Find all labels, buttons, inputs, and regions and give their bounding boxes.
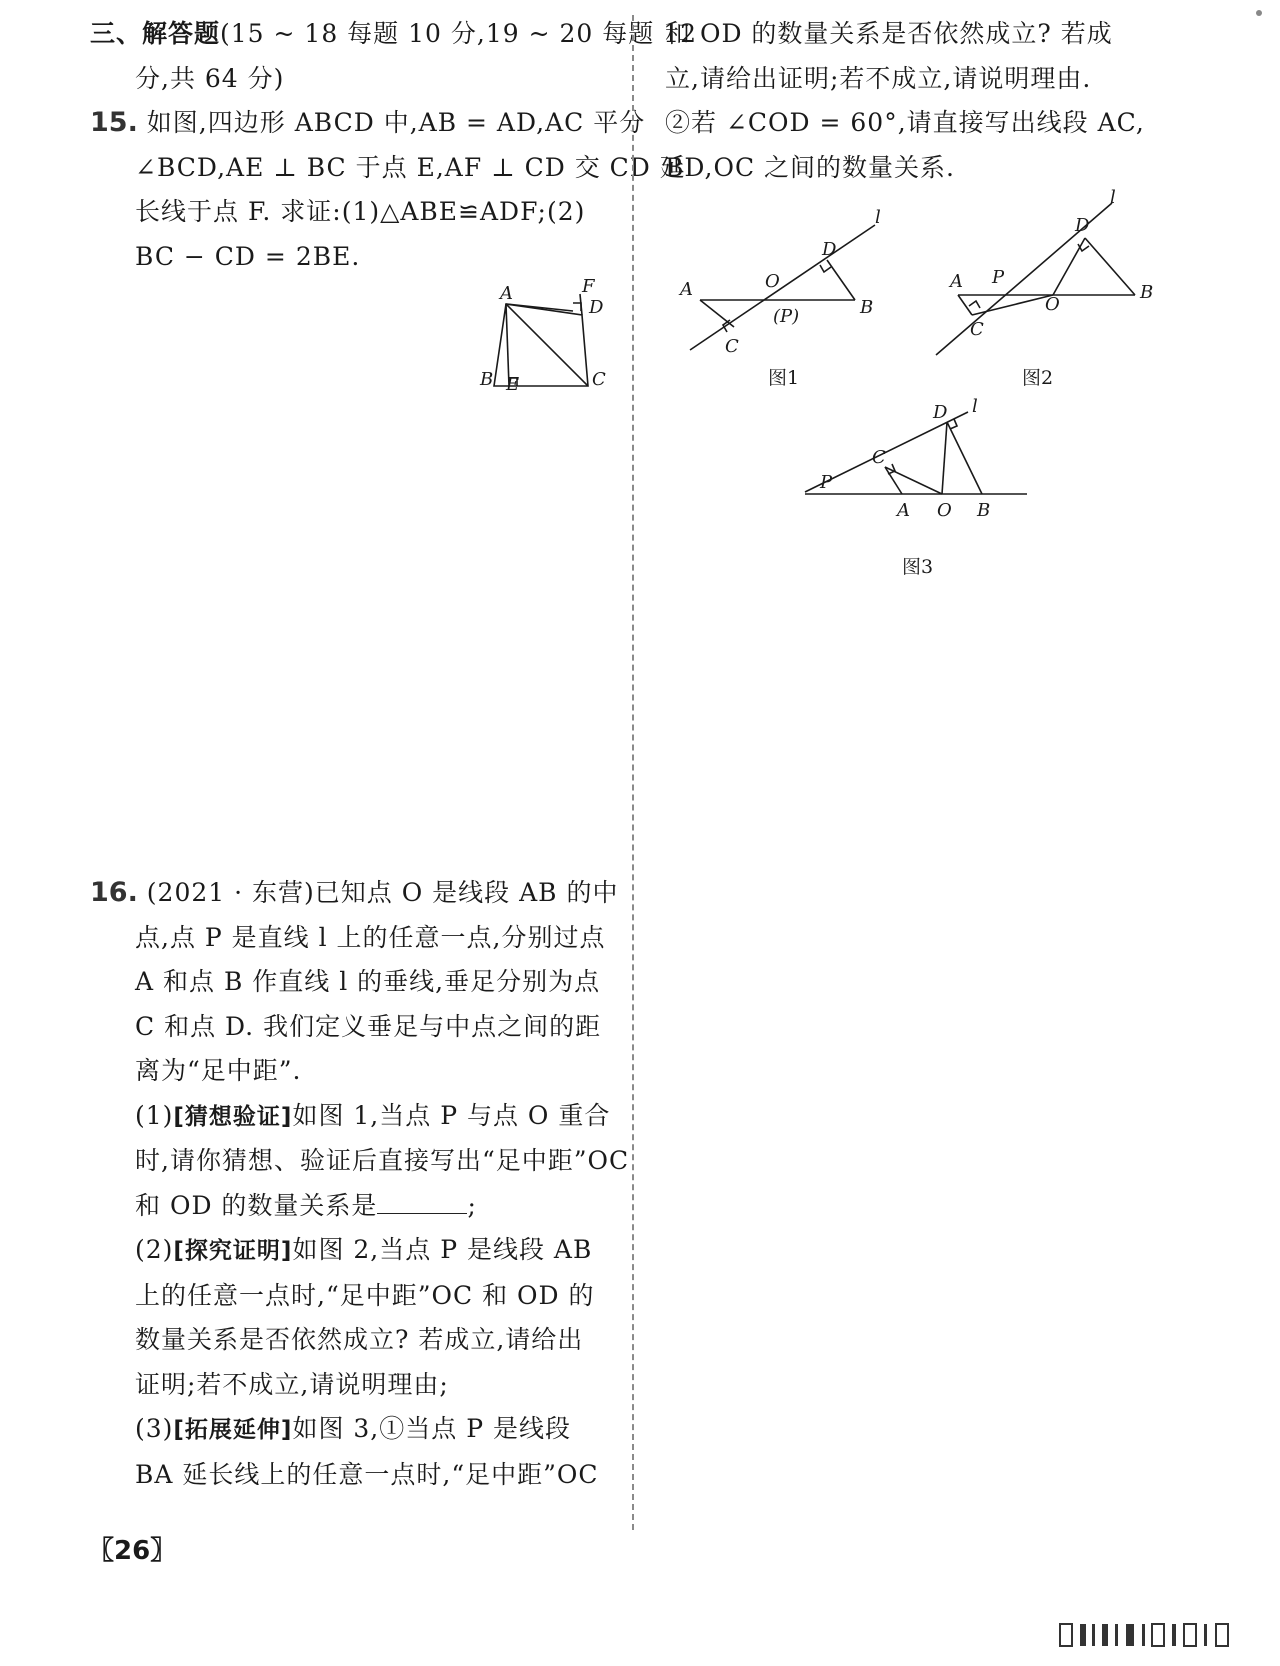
segment-co	[972, 295, 1053, 315]
label-c: C	[970, 319, 984, 340]
label-l: l	[972, 396, 978, 417]
label-o: O	[937, 500, 952, 521]
label-b: B	[977, 500, 991, 521]
question-2-line2: 上的任意一点时,“足中距”OC 和 OD 的	[135, 1280, 595, 1310]
problem-15-line1: 15. 如图,四边形 ABCD 中,AB = AD,AC 平分	[90, 107, 646, 138]
problem-15-line4: BC − CD = 2BE.	[135, 241, 361, 271]
label-c: C	[592, 369, 606, 390]
figure-3	[800, 396, 1030, 521]
tag-extend: [拓展延伸]	[173, 1417, 293, 1443]
segment-do	[942, 422, 947, 494]
label-p-paren: (P)	[773, 306, 800, 327]
answer-blank[interactable]	[377, 1189, 467, 1214]
question-3-line2: BA 延长线上的任意一点时,“足中距”OC	[135, 1459, 599, 1489]
label-p: P	[992, 267, 1005, 288]
right-angle-mark-c	[969, 301, 980, 308]
label-d: D	[933, 402, 948, 423]
bracket-right: 〗	[150, 1536, 177, 1566]
section-heading-line2: 分,共 64 分)	[135, 63, 285, 93]
right-angle-mark-f	[573, 303, 581, 311]
label-a: A	[680, 279, 693, 300]
problem-16-line5: 离为“足中距”.	[135, 1056, 302, 1085]
figure-2-caption: 图2	[1022, 367, 1054, 389]
label-d: D	[1075, 215, 1090, 236]
problem-15-line2: ∠BCD,AE ⊥ BC 于点 E,AF ⊥ CD 交 CD 延	[135, 152, 686, 182]
question-3-line1: (3)[拓展延伸]如图 3,①当点 P 是线段	[135, 1414, 571, 1443]
label-o: O	[1045, 294, 1060, 315]
question-3-continued-line2: 立,请给出证明;若不成立,请说明理由.	[665, 63, 1092, 93]
tag-guess-verify: [猜想验证]	[173, 1103, 293, 1130]
question-2-line1: (2)[探究证明]如图 2,当点 P 是线段 AB	[135, 1235, 593, 1264]
problem-15-number: 15.	[90, 107, 138, 138]
problem-16-number: 16.	[90, 877, 138, 908]
label-b: B	[860, 297, 874, 318]
question-1-line3: 和 OD 的数量关系是 ;	[135, 1190, 477, 1220]
section-heading: 三、解答题(15 ~ 18 每题 10 分,19 ~ 20 每题 12	[90, 19, 698, 48]
decorative-bars	[1060, 1620, 1240, 1650]
right-angle-mark-d	[820, 265, 831, 272]
label-p: P	[820, 472, 833, 493]
figure-2	[930, 187, 1160, 375]
question-2-line4: 证明;若不成立,请说明理由;	[135, 1369, 449, 1399]
column-divider	[632, 15, 634, 1530]
tag-explore-prove: [探究证明]	[173, 1238, 293, 1264]
label-c: C	[725, 336, 739, 357]
figure-1-caption: 图1	[768, 367, 800, 389]
line-l	[690, 225, 875, 350]
label-a: A	[950, 271, 963, 292]
label-b: B	[1140, 282, 1154, 303]
question-3-continued-line1: 和 OD 的数量关系是否依然成立? 若成	[665, 19, 1113, 48]
corner-mark	[1256, 10, 1262, 16]
figure-1	[670, 205, 890, 380]
segment-bd	[947, 422, 982, 494]
left-column	[90, 12, 698, 1497]
question-3-continued-line3: ②若 ∠COD = 60°,请直接写出线段 AC,	[665, 108, 1145, 137]
segment-af	[506, 304, 573, 311]
question-2-line3: 数量关系是否依然成立? 若成立,请给出	[135, 1325, 584, 1354]
page-number: 〖26〗	[88, 1536, 177, 1566]
question-3-continued-line4: BD,OC 之间的数量关系.	[665, 152, 955, 182]
question-1-line1: (1)[猜想验证]如图 1,当点 P 与点 O 重合	[135, 1100, 611, 1130]
segment-bd	[1085, 238, 1135, 295]
figure-3-caption: 图3	[902, 556, 934, 578]
label-l: l	[875, 207, 881, 228]
segment-ac	[700, 300, 734, 327]
problem-16-line1: 16. (2021 · 东营)已知点 O 是线段 AB 的中	[90, 877, 619, 908]
problem-16-line2: 点,点 P 是直线 l 上的任意一点,分别过点	[135, 922, 606, 952]
right-angle-mark-d	[1078, 244, 1089, 251]
label-o: O	[765, 271, 780, 292]
right-column	[665, 12, 1185, 190]
label-a: A	[897, 500, 910, 521]
label-l: l	[1110, 187, 1116, 208]
label-b: B	[480, 369, 494, 390]
label-d: D	[589, 297, 604, 318]
label-f: F	[582, 276, 595, 297]
problem-16-line4: C 和点 D. 我们定义垂足与中点之间的距	[135, 1011, 602, 1041]
figure-15-quadrilateral	[470, 276, 620, 420]
problem-16-line3: A 和点 B 作直线 l 的垂线,垂足分别为点	[135, 967, 601, 996]
label-d: D	[822, 239, 837, 260]
question-1-line2: 时,请你猜想、验证后直接写出“足中距”OC	[135, 1146, 630, 1175]
bracket-left: 〖	[88, 1536, 115, 1566]
label-c: C	[872, 447, 886, 468]
segment-bd	[827, 260, 855, 300]
problem-15-line3: 长线于点 F. 求证:(1)△ABE≌ADF;(2)	[135, 197, 586, 226]
label-e: E	[506, 374, 520, 395]
label-a: A	[500, 283, 513, 304]
